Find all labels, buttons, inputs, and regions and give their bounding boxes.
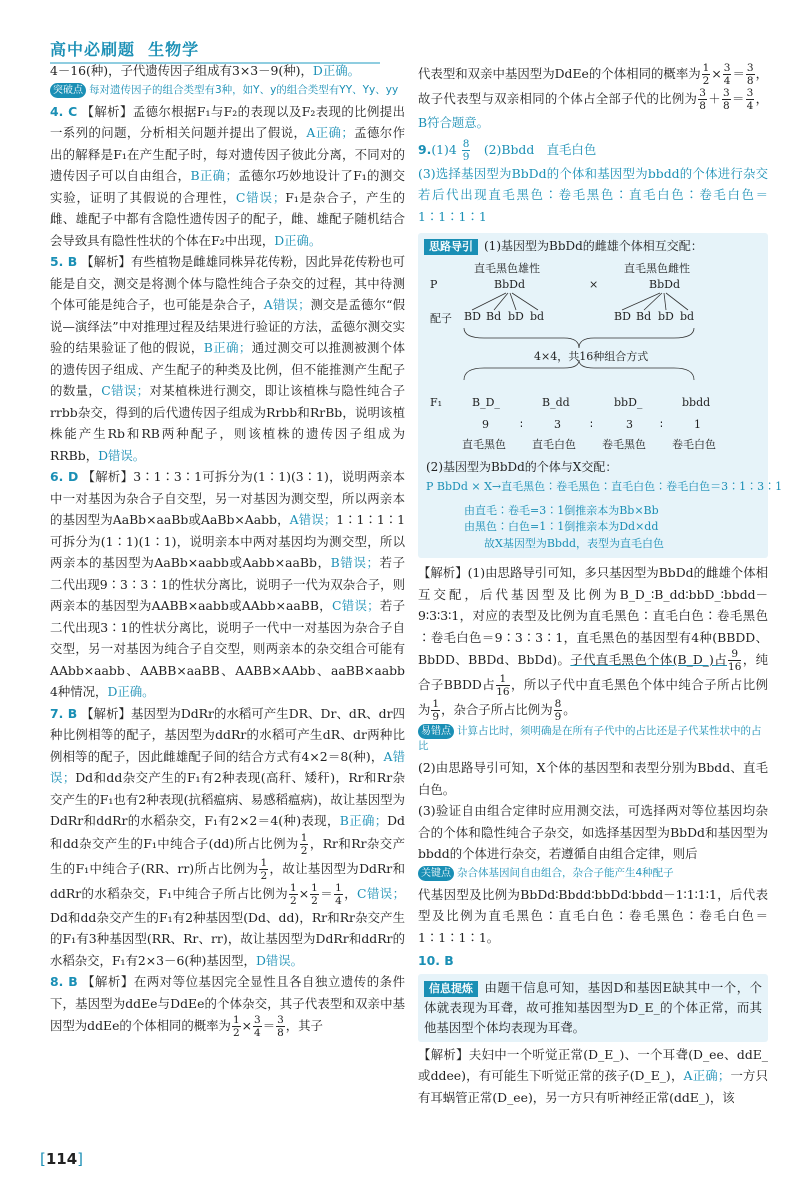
- page-number: [114]: [40, 1150, 84, 1168]
- guide-box: 思路导引 (1)基因型为BbDd的雌雄个体相互交配： 直毛黑色雄性 直毛黑色雌性 P BbDd × BbDd 配子 BD Bd bD bd BD Bd bD bd 4×4，共16种组合方式 F₁ B_D_ B_dd bbD_ bbdd 9 ∶ 3 ∶ 3 ∶ 1 直毛黑色 直毛白色 卷毛黑色 卷毛白色 (2)基因型为BbDd的个体与X交配： P BbDd × X→直毛黑色∶卷毛黑色∶直毛白色∶卷毛白色＝3∶1∶3∶1 由直毛∶卷毛=3∶1倒推亲本为Bb×Bb 由黑色∶白色=1∶1倒推亲本为Dd×dd 故X基因型为Bbdd，表型为直毛白色: [418, 233, 768, 558]
- q10-heading: 10. B: [418, 953, 454, 968]
- q9-part2: (2)由思路导引可知，X个体的基因型和表型分别为Bbdd、直毛白色。: [418, 760, 768, 797]
- q9-part3: (3)验证自由组合定律时应用测交法，可选择两对等位基因均杂合的个体和隐性纯合子杂交，如选择基因型为BbDd和基因型为bbdd的个体进行杂交，若遵循自由组合定律，则后: [418, 803, 768, 861]
- q3-continuation: 4－16(种)，子代遗传因子组成有3×3－9(种)，D正确。: [50, 63, 360, 78]
- series-name: 高中必刷题: [50, 40, 136, 59]
- q6-answer: 6. D 【解析】3∶1∶3∶1可拆分为(1∶1)(3∶1)，说明两亲本中一对基因为杂合子自交型，另一对基因为测交型，所以两亲本的基因型为AaBb×aaBb或AaBb×Aabb，A错误；1∶1∶1∶1可拆分为(1∶1)(1∶1)，说明亲本中两对基因均为测交型，所以两亲本的基因型为AaBb×aabb或Aabb×aaBb，B错误；若子二代出现9∶3∶3∶1的性状分离比，说明子一代为双杂合子，则两亲本的基因型为AABB×aabb或AAbb×aaBB，C错误；若子二代出现3∶1的性状分离比，说明子一代中一对基因为杂合子自交型，另一对基因为纯合子自交型，则两亲本的杂交组合可能有AAbb×aabb、AABB×aaBB、AABB×AAbb、aaBB×aabb 4种情况，D正确。: [50, 469, 405, 699]
- pheno-male: 直毛黑色雄性: [474, 262, 540, 275]
- fraction-one-half-d: $\frac{1}{2}$: [311, 881, 318, 907]
- fraction-q8-3-8: $\frac{3}{8}$: [277, 1014, 284, 1039]
- q10-analysis: 【解析】夫妇中一个听觉正常(D_E_)、一个耳聋(D_ee、ddE_或ddee)，有可能生下听觉正常的孩子(D_E_)，A正确；一方只有耳蜗管正常(D_ee)，另一方只有听神经正常(ddE_)，该: [418, 1046, 769, 1105]
- fraction-one-quarter: $\frac{1}{4}$: [335, 881, 342, 907]
- fraction-one-half: $\frac{1}{2}$: [300, 831, 308, 857]
- q7-answer: 7. B 【解析】基因型为DdRr的水稻可产生DR、Dr、dR、dr四种比例相等的配子，基因型为ddRr的水稻可产生dR、dr两种比例相等的配子，因此雌雄配子间的结合方式有4×2＝8(种)，A错误；Dd和dd杂交产生的F₁有2种表现(高秆、矮秆)，Rr和Rr杂交产生的F₁也有2种表现(抗稻瘟病、易感稻瘟病)，故让基因型为DdRr和ddRr的水稻杂交，F₁有2×2＝4(种)表现，B正确；Dd和dd杂交产生的F₁中纯合子(dd)所占比例为 $\frac{1}{2}$ ，Rr和Rr杂交产生的F₁中纯合子(RR、rr)所占比例为 $\frac{1}{2}$ ，故让基因型为DdRr和ddRr的水稻杂交，F₁中纯合子所占比例为 $\frac{1}{2}$ × $\frac{1}{2}$ ＝ $\frac{1}{4}$ ，C错误；Dd和dd杂交产生的F₁有2种基因型(Dd、dd)，Rr和Rr杂交产生的F₁有3种基因型(RR、Rr、rr)，故让基因型为DdRr和ddRr的水稻杂交，F₁有2×3－6(种)基因型，D错误。: [50, 705, 406, 968]
- pheno-female: 直毛黑色雌性: [624, 262, 690, 275]
- q9-answer-3: (3)选择基因型为BbDd的个体和基因型为bbdd的个体进行杂交 若后代出现直毛黑色∶卷毛黑色∶直毛白色∶卷毛白色＝1∶1∶1∶1: [418, 165, 781, 224]
- header-title: [50, 37, 199, 60]
- page-header: [40, 12, 380, 58]
- genotype-left: BbDd: [494, 278, 525, 291]
- info-box: 信息提炼 由题干信息可知，基因D和基因E缺其中一个，个体就表现为耳聋，故可推知基因型为D_E_的个体正常，而其他基因型个体均表现为耳聋。: [418, 974, 768, 1042]
- q3-note: 突破点 每对遗传因子的组合类型有3种，如Y、y的组合类型有YY、Yy、yy: [50, 83, 405, 98]
- genotype-right: BbDd: [649, 278, 680, 291]
- fraction-q8-3-4: $\frac{3}{4}$: [254, 1014, 261, 1039]
- fraction-one-half-c: $\frac{1}{2}$: [290, 881, 297, 907]
- q8-continuation: 代表型和双亲中基因型为DdEe的个体相同的概率为 $\frac{1}{2}$ × $\frac{3}{4}$ ＝ $\frac{3}{8}$ ，故子代表型与双亲相同的个体占全部子代的比例为 $\frac{3}{8}$ ＋ $\frac{3}{8}$ ＝ $\frac{3}{4}$ ，B符合题意。: [418, 62, 769, 130]
- f1-brace: [424, 358, 754, 388]
- q5-answer: 5. B 【解析】有些植物是雌雄同株异花传粉，因此异花传粉也可能是自交，测交是将测个体与隐性纯合子杂交的过程，其中待测个体可能是纯合子，也可能是杂合子，A错误；测交是孟德尔“假说—演绎法”中对推理过程及结果进行验证的方法，孟德尔测交实验的结果验证了他的假说，B正确；通过测交可以推测被测个体的遗传因子组成、产生配子的种类及比例，但不能推测产生配子的数量，C错误；对某植株进行测交，即让该植株与隐性纯合子rrbb杂交，得到的后代遗传因子组成为Rrbb和RrBb，说明该植株能产生Rb和RB两种配子，则该植株的遗传因子组成为RRBb，D错误。: [50, 254, 406, 463]
- left-column: [50, 60, 405, 1039]
- q9-note2: 关键点 杂合体基因间自由组合，杂合子能产生4种配子: [418, 866, 768, 881]
- q8-answer: 8. B 【解析】在两对等位基因完全显性且各自独立遗传的条件下，基因型为ddEe与DdEe的个体杂交，其子代表型和双亲中基因型为ddEe的个体相同的概率为 $\frac{1}{2}$ × $\frac{3}{4}$ ＝ $\frac{3}{8}$ ，其子: [50, 974, 405, 1039]
- q9-answer-key: 9.(1)4 $\frac{8}{9}$ (2)Bbdd 直毛白色: [418, 137, 597, 163]
- combination-label: 4×4，共16种组合方式: [534, 350, 649, 363]
- q9-note: 易错点 计算占比时，须明确是在所有子代中的占比还是子代某性状中的占比: [418, 725, 762, 752]
- fraction-q8-half: $\frac{1}{2}$: [232, 1014, 240, 1039]
- fraction-one-half-b: $\frac{1}{2}$: [260, 856, 268, 882]
- guide-tag: 思路导引: [424, 239, 478, 255]
- cross-diagram: 直毛黑色雄性 直毛黑色雌性 P BbDd × BbDd 配子 BD Bd bD bd BD Bd bD bd 4×4，共16种组合方式 F₁ B_D_ B_dd bbD_ bbdd 9 ∶ 3 ∶ 3 ∶ 1 直毛黑色 直毛白色 卷毛黑色 卷毛白色 (2)基因型为BbDd的个体与X交配： P BbDd × X→直毛黑色∶卷毛黑色∶直毛白色∶卷毛白色＝3∶1∶3∶1 由直毛∶卷毛=3∶1倒推亲本为Bb×Bb 由黑色∶白色=1∶1倒推亲本为Dd×dd 故X基因型为Bbdd，表型为直毛白色: [424, 258, 762, 548]
- q4-answer: 4. C 【解析】孟德尔根据F₁与F₂的表现以及F₂表现的比例提出一系列的问题，分析相关问题并提出了假说，A正确；孟德尔作出的解释是F₁在产生配子时，每对遗传因子彼此分离，不同对的遗传因子可以自由组合，B正确；孟德尔巧妙地设计了F₁的测交实验，证明了其假说的合理性，C错误；F₁是杂合子，产生的雌、雄配子中都有含隐性遗传因子的配子，雌、雄配子随机结合会导致具有隐性性状的个体在F₂中出现，D正确。: [50, 103, 406, 248]
- q9-part3b: 代基因型及比例为BbDd∶Bbdd∶bbDd∶bbdd－1∶1∶1∶1，后代表型及比例为直毛黑色∶直毛白色∶卷毛黑色∶卷毛白色＝1∶1∶1∶1。: [418, 886, 768, 945]
- q9-analysis: 【解析】(1)由思路导引可知，多只基因型为BbDd的雌雄个体相互交配，后代基因型及比例为B_D_∶B_dd∶bbD_∶bbdd－9∶3∶3∶1，对应的表型及比例为直毛黑色∶直毛白色∶卷毛黑色∶卷毛白色＝9∶3∶3∶1，直毛黑色的基因型有4种(BBDD、BbDD、BBDd、BbDd)。子代直毛黑色个体(B_D_)占 $\frac{9}{16}$ ，纯合子BBDD占 $\frac{1}{16}$ ，所以子代中直毛黑色个体中纯合子所占比例为 $\frac{1}{9}$ ，杂合子所占比例为 $\frac{8}{9}$ 。: [418, 565, 768, 723]
- subject-name: 生物学: [148, 40, 200, 59]
- cross-result: P BbDd × X→直毛黑色∶卷毛黑色∶直毛白色∶卷毛白色＝3∶1∶3∶1: [426, 480, 783, 493]
- right-column: [418, 62, 783, 1108]
- diagram-conclusion: 故X基因型为Bbdd，表型为直毛白色: [484, 537, 665, 550]
